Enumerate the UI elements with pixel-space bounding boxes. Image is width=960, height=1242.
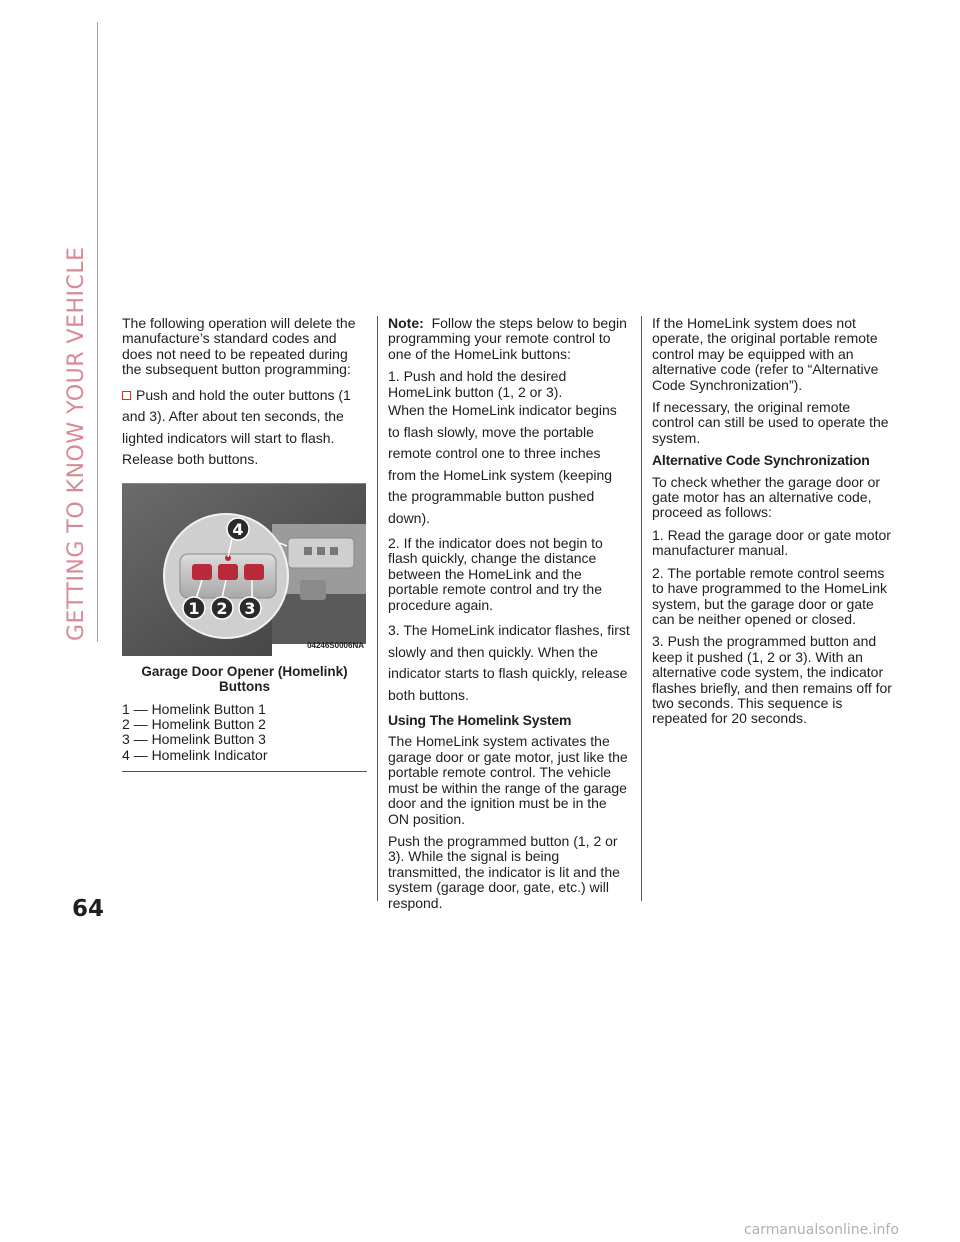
alt-step-3: 3. Push the programmed button and keep it pushed (1, 2 or 3). With an alternative code system, the indicator flashes briefly, and then remains off for two seconds. This sequence is repeated for 20 seconds. <box>652 633 892 727</box>
column-3 <box>652 316 895 734</box>
svg-text:1: 1 <box>188 598 200 618</box>
note-paragraph <box>388 316 631 362</box>
figure-code: 04246S0006NA <box>307 641 364 651</box>
checkbox-bullet-icon <box>122 391 131 400</box>
legend-item: 3 — Homelink Button 3 <box>122 731 266 748</box>
watermark: carmanualsonline.info <box>744 1222 899 1238</box>
homelink-figure <box>122 483 366 656</box>
column-divider <box>377 316 378 901</box>
paragraph-1: If the HomeLink system does not operate, the original portable remote control may be equipped with an alternative code (refer to “Alternative Code Synchronization”). <box>652 315 879 393</box>
alt-code-paragraph: To check whether the garage door or gate motor has an alternative code, proceed as follows: <box>652 473 881 521</box>
callout-4 <box>227 518 249 540</box>
bullet-item <box>122 385 367 471</box>
side-title-rule <box>97 22 98 642</box>
alt-code-heading: Alternative Code Synchronization <box>652 452 870 469</box>
step-3: 3. The HomeLink indicator flashes, first slowly and then quickly. When the indicator starts to flash quickly, release both buttons. <box>388 622 630 703</box>
step-2: 2. If the indicator does not begin to flash quickly, change the distance between the HomeLink and the portable remote control and try the procedure again. <box>388 535 603 613</box>
column-divider <box>641 316 642 901</box>
svg-text:3: 3 <box>244 598 256 618</box>
note-text: Follow the steps below to begin programming your remote control to one of the HomeLink buttons: <box>388 315 627 362</box>
step-1-a: 1. Push and hold the desired HomeLink button (1, 2 or 3). <box>388 368 567 400</box>
svg-text:2: 2 <box>216 598 228 618</box>
svg-text:4: 4 <box>232 519 244 539</box>
using-heading: Using The Homelink System <box>388 712 572 729</box>
legend-item: 1 — Homelink Button 1 <box>122 700 266 717</box>
column-2 <box>388 316 631 918</box>
callout-2 <box>211 597 233 619</box>
legend-item: 4 — Homelink Indicator <box>122 746 268 763</box>
page-number: 64 <box>72 896 105 922</box>
column-1 <box>122 316 367 772</box>
callout-3 <box>239 597 261 619</box>
legend-item: 2 — Homelink Button 2 <box>122 716 266 733</box>
alt-step-1: 1. Read the garage door or gate motor manufacturer manual. <box>652 526 891 559</box>
paragraph-2: If necessary, the original remote control can still be used to operate the system. <box>652 399 889 446</box>
alt-step-2: 2. The portable remote control seems to have programmed to the HomeLink system, but the garage door or gate can be neither opened or closed. <box>652 564 888 627</box>
note-label: Note: <box>388 315 424 331</box>
section-side-title: GETTING TO KNOW YOUR VEHICLE <box>64 246 89 641</box>
bullet-text: Push and hold the outer buttons (1 and 3). After about ten seconds, the lighted indicators will start to flash. Release both buttons. <box>122 386 351 468</box>
figure-legend <box>122 702 367 773</box>
intro-paragraph: The following operation will delete the manufacture’s standard codes and does not need to be repeated during the subsequent button programming: <box>122 315 356 378</box>
using-paragraph-1: The HomeLink system activates the garage door or gate motor, just like the portable remote control. The vehicle must be within the range of the garage door and the ignition must be in the ON position. <box>388 733 628 827</box>
using-paragraph-2: Push the programmed button (1, 2 or 3). While the signal is being transmitted, the indicator is lit and the system (garage door, gate, etc.) will respond. <box>388 832 620 911</box>
homelink-buttons-illustration <box>122 484 366 656</box>
figure-caption: Garage Door Opener (Homelink) Buttons <box>141 663 348 694</box>
step-1-b: When the HomeLink indicator begins to flash slowly, move the portable remote control one to three inches from the HomeLink system (keeping the programmable button pushed down). <box>388 402 617 526</box>
callout-1 <box>183 597 205 619</box>
